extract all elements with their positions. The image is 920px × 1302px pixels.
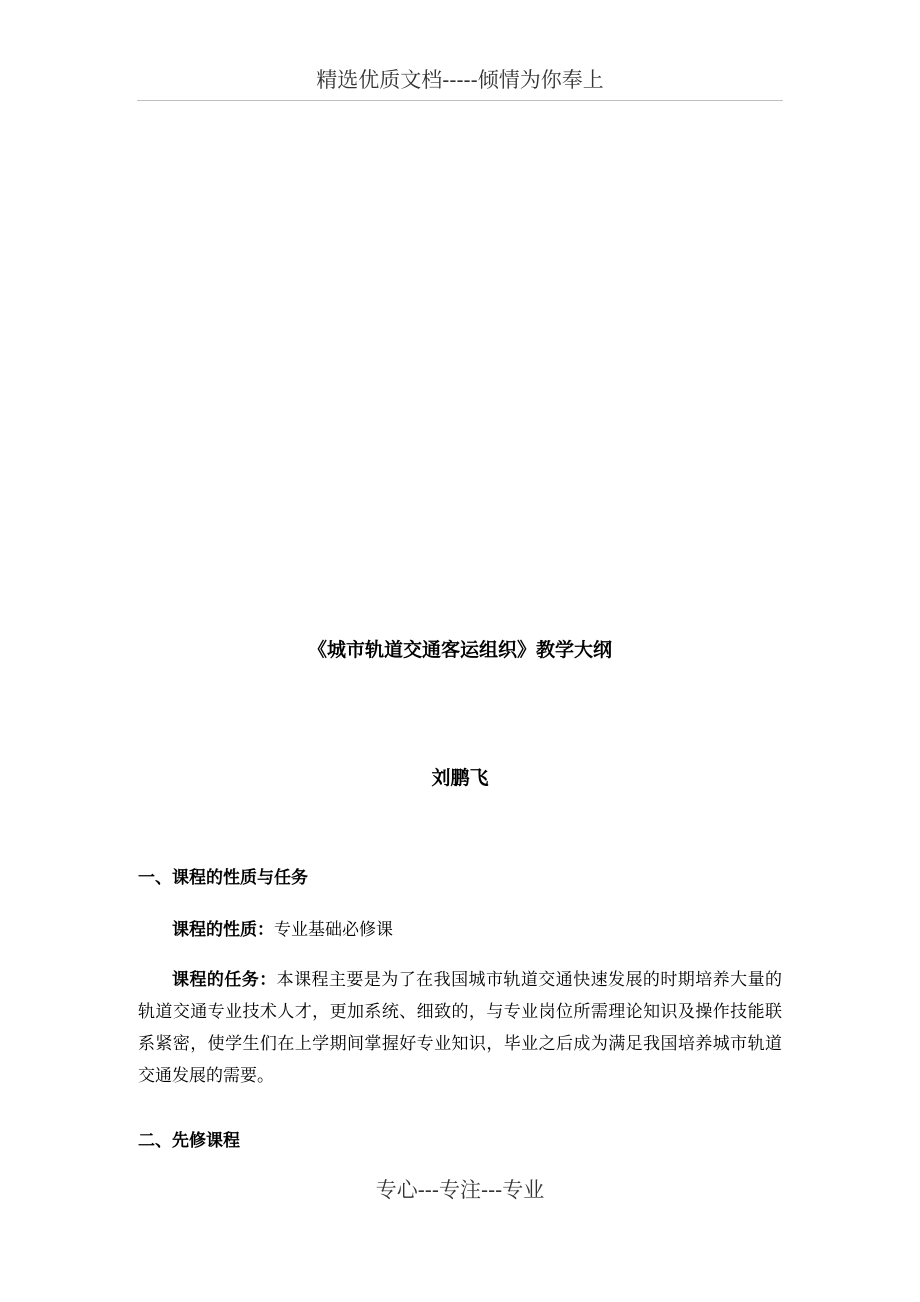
paragraph-text: 专业基础必修课 [274,920,393,940]
document-title: 《城市轨道交通客运组织》教学大纲 [307,639,612,661]
section-heading-nature-and-task: 一、课程的性质与任务 [138,868,308,888]
paragraph-label: 课程的性质： [172,920,274,940]
section-heading-prerequisites: 二、先修课程 [138,1131,240,1151]
paragraph-text: 本课程主要是为了在我国城市轨道交通快速发展的时期培养大量的轨道交通专业技术人才，更加系统、细致的，与专业岗位所需理论知识及操作技能联系紧密，使学生们在上学期间掌握好专业知识，毕业之后成为满足我国培养城市轨道交通发展的需要。 [138,970,783,1086]
header-text: 精选优质文档-----倾情为你奉上 [316,68,604,92]
paragraph-label: 课程的任务： [172,970,277,990]
document-author: 刘鹏飞 [431,767,489,789]
paragraph-course-task [138,964,782,1092]
footer-text: 专心---专注---专业 [375,1178,545,1202]
page-header [137,62,783,101]
paragraph-course-nature [138,914,782,946]
page-footer [137,1174,783,1206]
